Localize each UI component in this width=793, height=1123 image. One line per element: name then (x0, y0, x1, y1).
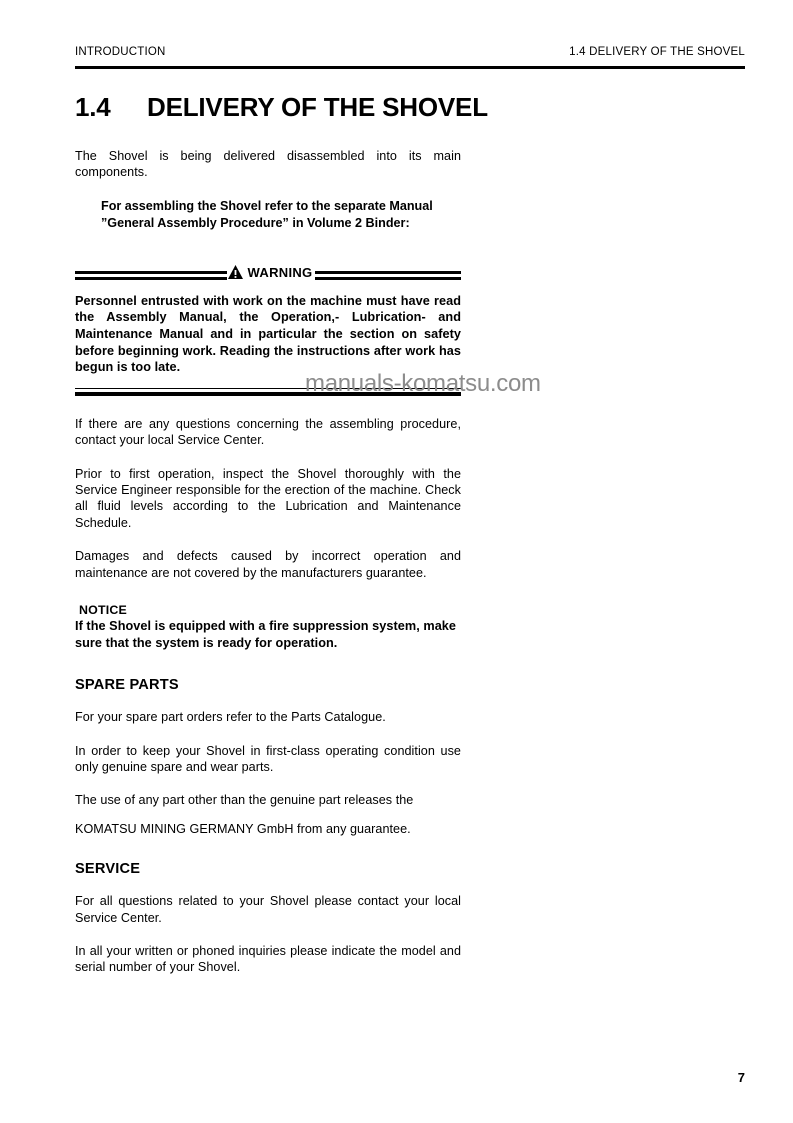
page-content (75, 148, 461, 993)
spare-parts-heading: SPARE PARTS (75, 677, 179, 694)
warning-top-rule (75, 264, 461, 284)
warning-rule-right-segment (315, 271, 461, 280)
spare-parts-paragraph-1: For your spare part orders refer to the Parts Catalogue. (75, 710, 386, 725)
service-paragraph-1: For all questions related to your Shovel please contact your local Service Center. (75, 894, 461, 925)
notice-body-text: If the Shovel is equipped with a fire suppression system, make sure that the system is ready for operation. (75, 619, 457, 650)
header-chapter-label: INTRODUCTION (75, 46, 166, 58)
running-header (75, 46, 745, 58)
warning-label-group (227, 265, 313, 280)
warning-triangle-icon (228, 265, 243, 279)
service-paragraph-2: In all your written or phoned inquiries please indicate the model and serial number of your Shovel. (75, 944, 461, 975)
assembly-callout (101, 198, 461, 232)
site-watermark: manuals-komatsu.com (305, 370, 541, 397)
notice-panel (75, 603, 461, 651)
warning-rule-left-segment (75, 271, 227, 280)
assembling-questions-paragraph: If there are any questions concerning the assembling procedure, contact your local Service Center. (75, 416, 461, 448)
warning-bottom-rule (75, 388, 461, 396)
spare-parts-paragraph-2: In order to keep your Shovel in first-class operating condition use only genuine spare and wear parts. (75, 743, 461, 775)
assembly-callout-line-1: For assembling the Shovel refer to the separate Manual (101, 198, 433, 213)
header-section-label: 1.4 DELIVERY OF THE SHOVEL (569, 46, 745, 58)
notice-title: NOTICE (79, 603, 128, 618)
page-title (75, 92, 488, 123)
intro-paragraph: The Shovel is being delivered disassembled into its main components. (75, 149, 461, 180)
page-title-text: DELIVERY OF THE SHOVEL (147, 92, 488, 122)
damages-defects-paragraph: Damages and defects caused by incorrect operation and maintenance are not covered by the manufacturers guarantee. (75, 549, 461, 580)
spare-parts-paragraph-3: The use of any part other than the genuine part releases the (75, 793, 414, 808)
warning-body-text: Personnel entrusted with work on the machine must have read the Assembly Manual, the Operation,- Lubrication- and Maintenance Manual and in particular the section on safety before beginning work. Reading the instructions after work has begun is too late. (75, 293, 461, 375)
spare-parts-paragraph-4: KOMATSU MINING GERMANY GmbH from any guarantee. (75, 821, 411, 836)
first-operation-paragraph: Prior to first operation, inspect the Shovel thoroughly with the Service Engineer responsible for the erection of the machine. Check all fluid levels according to the Lubrication and Maintenance Schedule. (75, 466, 461, 530)
assembly-callout-line-2: ”General Assembly Procedure” in Volume 2 Binder: (101, 215, 410, 230)
service-heading: SERVICE (75, 861, 141, 878)
warning-label-text: WARNING (247, 264, 313, 280)
warning-panel (75, 264, 461, 396)
page-number: 7 (737, 1070, 745, 1085)
page-title-number: 1.4 (75, 92, 111, 122)
header-divider-rule (75, 66, 745, 69)
